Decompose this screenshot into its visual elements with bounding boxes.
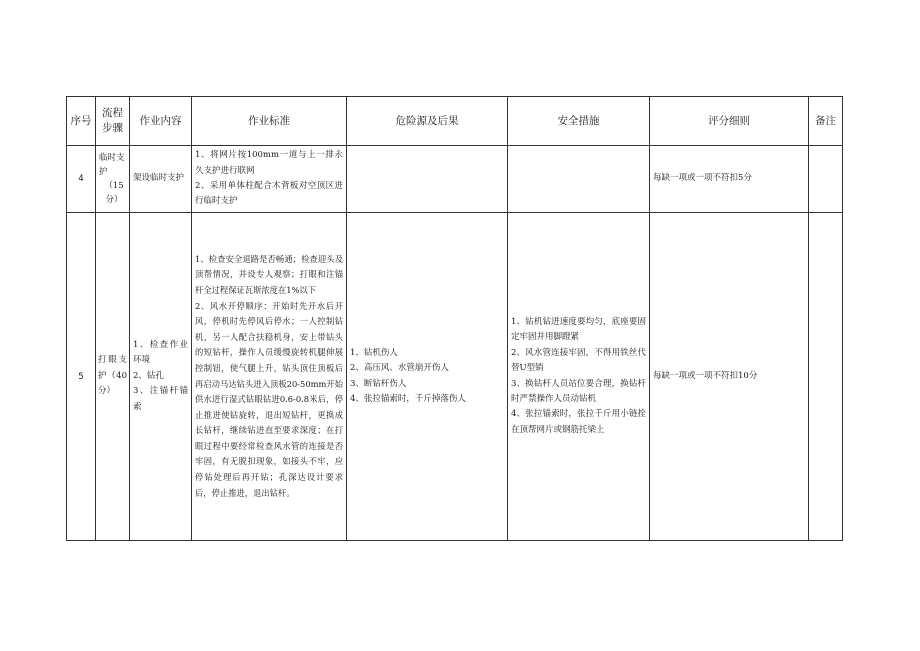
row-measures (508, 146, 650, 213)
header-row (67, 97, 843, 146)
row-hazard (347, 146, 508, 213)
row-content: 1、检查作业环境 2、钻孔 3、注锚杆锚索 (130, 213, 192, 541)
row-step: 打眼支护（40分） (96, 213, 130, 541)
row-content: 架设临时支护 (130, 146, 192, 213)
row-standard: 1、将网片按100mm一道与上一排永久支护进行联网 2、采用单体柱配合木背板对空顶区进行临时支护 (192, 146, 347, 213)
header-content: 作业内容 (130, 97, 192, 146)
header-measures: 安全措施 (508, 97, 650, 146)
header-step: 流程步骤 (96, 97, 130, 146)
row-scoring: 每缺一项或一项不符扣10分 (650, 213, 809, 541)
step-text-line: 护 (99, 167, 108, 177)
row-hazard: 1、钻机伤人 2、高压风、水管崩开伤人 3、断钻杆伤人 4、张拉锚索时，千斤掉落伤人 (347, 213, 508, 541)
header-standard: 作业标准 (192, 97, 347, 146)
row-seq: 5 (67, 213, 96, 541)
header-seq: 序号 (67, 97, 96, 146)
row-scoring: 每缺一项或一项不符扣5分 (650, 146, 809, 213)
step-text-line: （15 (104, 181, 124, 191)
row-remark (809, 213, 843, 541)
header-hazard: 危险源及后果 (347, 97, 508, 146)
row-measures: 1、钻机钻进速度要均匀，底座要固定牢固并用脚蹬紧 2、风水管连接牢固，不得用铁丝代替U型销 3、换钻杆人员站位要合理，换钻杆时严禁操作人员动钻机 4、张拉锚索时，张拉千斤用小链拴在顶帮网片或钢筋托梁上 (508, 213, 650, 541)
row-seq: 4 (67, 146, 96, 213)
row-remark (809, 146, 843, 213)
header-scoring: 评分细则 (650, 97, 809, 146)
procedure-table (66, 96, 843, 541)
header-remark: 备注 (809, 97, 843, 146)
row-standard: 1、检查安全退路是否畅通；检查迎头及顶帮情况，并设专人观察；打眼和注锚杆全过程保证瓦斯浓度在1%以下 2、风水开停顺序：开始时先开水后开风，停机时先停风后停水；一人控制钻机，另一人配合扶稳机身，安上带钻头的短钻杆，操作人员缓慢旋转机腿伸展控制钮，使气腿上升，钻头顶住顶板后再启动马达钻头进入顶板20-50mm开始供水进行湿式钻眼钻进0.6-0.8米后，停止推进使钻旋转，退出短钻杆，更换成长钻杆，继续钻进直至要求深度；在打眼过程中要经常检查风水管的连接是否牢固，有无脱扣现象，如接头不牢，应停钻处理后再开钻；孔深达设计要求后，停止推进，退出钻杆。 (192, 213, 347, 541)
step-text-line: 分） (105, 195, 123, 205)
table-row (67, 146, 843, 213)
row-step (96, 146, 130, 213)
table-row (67, 213, 843, 541)
step-text-line: 临时支 (99, 153, 125, 163)
